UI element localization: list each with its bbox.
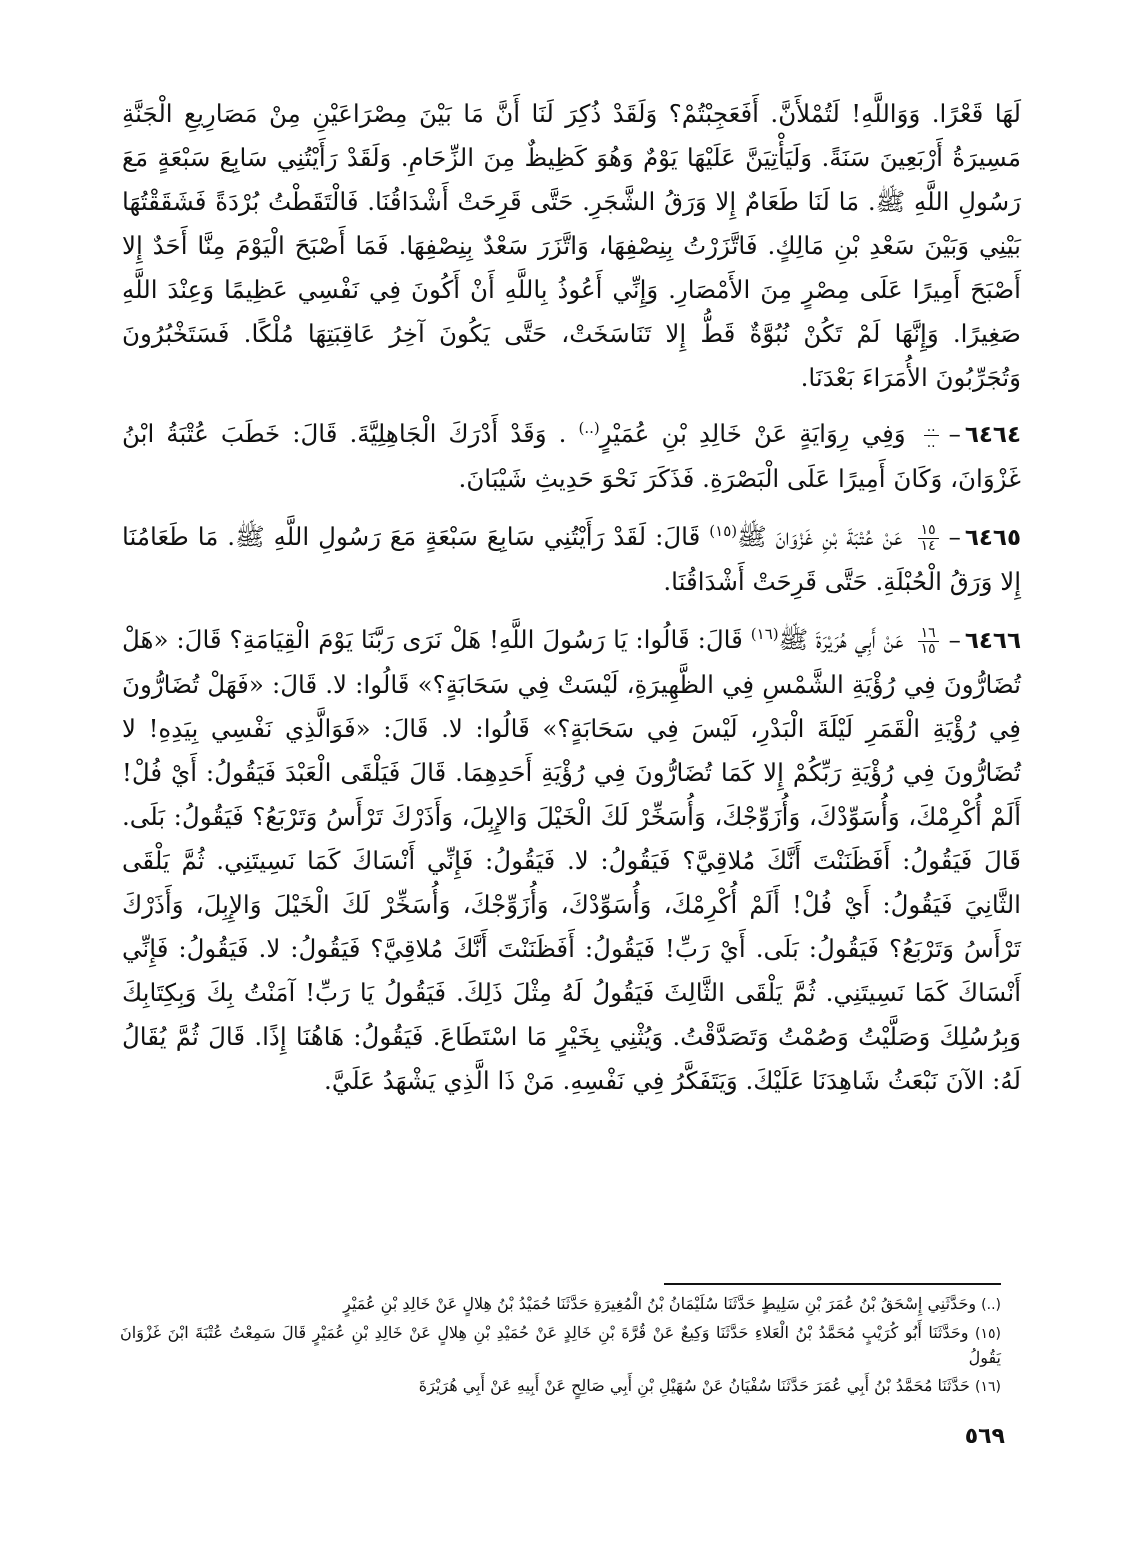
footnote [120,1292,1001,1317]
hadith-text-opening: عَنْ أَبِي هُرَيْرَةَ ﷺ [778,625,904,654]
footnote-marker: (..) [981,1297,1001,1313]
cross-reference-top: ١٦ [918,626,939,642]
hadith-dash: – [948,625,961,654]
hadith-dash: – [948,419,961,448]
footnote-text: وحَدَّثَنَا أَبُو كُرَيْبٍ مُحَمَّدُ بْنُ الْعَلاءِ حَدَّثَنَا وَكِيعٌ عَنْ قُرَّةَ بْنِ خَالِدٍ عَنْ حُمَيْدِ بْنِ هِلالٍ عَنْ خَالِدِ بْنِ عُمَيْرٍ قَالَ سَمِعْتُ عُتْبَةَ ابْنَ غَزْوَانَ يَقُولُ [120,1323,1001,1367]
hadith-number: ٦٤٦٦ [964,628,1022,654]
footnote-marker: (١٦) [975,1379,1001,1395]
footnote-text: حَدَّثَنَا مُحَمَّدُ بْنُ أَبِي عُمَرَ حَدَّثَنَا سُفْيَانُ عَنْ سُهَيْلِ بْنِ أَبِي صَالِحٍ عَنْ أَبِيهِ عَنْ أَبِي هُرَيْرَةَ [418,1376,970,1395]
page-number: ٥٦٩ [964,1424,1005,1449]
intro-paragraph: لَهَا قَعْرًا. وَوَاللَّهِ! لَتُمْلأَنَّ. أَفَعَجِبْتُمْ؟ وَلَقَدْ ذُكِرَ لَنَا أَنَّ مَا بَيْنَ مِصْرَاعَيْنِ مِنْ مَصَارِيعِ الْجَنَّةِ مَسِيرَةُ أَرْبَعِينَ سَنَةً. وَلَيَأْتِيَنَّ عَلَيْهَا يَوْمٌ وَهُوَ كَظِيظٌ مِنَ الزِّحَامِ. وَلَقَدْ رَأَيْتُنِي سَابِعَ سَبْعَةٍ مَعَ رَسُولِ اللَّهِ ﷺ. مَا لَنَا طَعَامٌ إِلا وَرَقُ الشَّجَرِ. حَتَّى قَرِحَتْ أَشْدَاقُنَا. فَالْتَقَطْتُ بُرْدَةً فَشَقَقْتُهَا بَيْنِي وَبَيْنَ سَعْدِ بْنِ مَالِكٍ. فَاتَّزَرْتُ بِنِصْفِهَا، وَاتَّزَرَ سَعْدٌ بِنِصْفِهَا. فَمَا أَصْبَحَ الْيَوْمَ مِنَّا أَحَدٌ إِلا أَصْبَحَ أَمِيرًا عَلَى مِصْرٍ مِنَ الأَمْصَارِ. وَإِنِّي أَعُوذُ بِاللَّهِ أَنْ أَكُونَ فِي نَفْسِي عَظِيمًا وَعِنْدَ اللَّهِ صَغِيرًا. وَإِنَّهَا لَمْ تَكُنْ نُبُوَّةٌ قَطُّ إِلا تَنَاسَخَتْ، حَتَّى يَكُونَ آخِرُ عَاقِبَتِهَا مُلْكًا. فَسَتَخْبُرُونَ وَتُجَرِّبُونَ الأُمَرَاءَ بَعْدَنَا. [122,99,1021,392]
footnote-text: وحَدَّثَنِي إِسْحَقُ بْنُ عُمَرَ بْنِ سَلِيطٍ حَدَّثَنَا سُلَيْمَانُ بْنُ الْمُغِيرَةِ حَدَّثَنَا حُمَيْدُ بْنُ هِلالٍ عَنْ خَالِدِ بْنِ عُمَيْرٍ [343,1294,977,1313]
cross-reference-top: .. [924,420,939,436]
hadith-6465 [122,515,1021,604]
hadith-text-opening: وَفِي رِوَايَةٍ عَنْ خَالِدِ بْنِ عُمَيْرٍ [599,419,906,448]
hadith-6464 [122,412,1021,501]
footnote [120,1321,1001,1370]
cross-reference [924,420,939,451]
footnote-marker: (١٥) [975,1326,1001,1342]
hadith-dash: – [948,522,961,551]
hadith-number: ٦٤٦٥ [964,525,1022,551]
hadith-text: قَالَ: قَالُوا: يَا رَسُولَ اللَّهِ! هَلْ نَرَى رَبَّنَا يَوْمَ الْقِيَامَةِ؟ قَالَ: «هَلْ تُضَارُّونَ فِي رُؤْيَةِ الشَّمْسِ فِي الظَّهِيرَةِ، لَيْسَتْ فِي سَحَابَةٍ؟» قَالُوا: لا. قَالَ: «فَهَلْ تُضَارُّونَ فِي رُؤْيَةِ الْقَمَرِ لَيْلَةَ الْبَدْرِ، لَيْسَ فِي سَحَابَةٍ؟» قَالُوا: لا. قَالَ: «فَوَالَّذِي نَفْسِي بِيَدِهِ! لا تُضَارُّونَ فِي رُؤْيَةِ رَبِّكُمْ إِلا كَمَا تُضَارُّونَ فِي رُؤْيَةِ أَحَدِهِمَا. قَالَ فَيَلْقَى الْعَبْدَ فَيَقُولُ: أَيْ فُلْ! أَلَمْ أُكْرِمْكَ، وَأُسَوِّدْكَ، وَأُزَوِّجْكَ، وَأُسَخِّرْ لَكَ الْخَيْلَ وَالإِبِلَ، وَأَذَرْكَ تَرْأَسُ وَتَرْبَعُ؟ فَيَقُولُ: بَلَى. قَالَ فَيَقُولُ: أَفَظَنَنْتَ أَنَّكَ مُلاقِيَّ؟ فَيَقُولُ: لا. فَيَقُولُ: فَإِنِّي أَنْسَاكَ كَمَا نَسِيتَنِي. ثُمَّ يَلْقَى الثَّانِيَ فَيَقُولُ: أَيْ فُلْ! أَلَمْ أُكْرِمْكَ، وَأُسَوِّدْكَ، وَأُزَوِّجْكَ، وَأُسَخِّرْ لَكَ الْخَيْلَ وَالإِبِلَ، وَأَذَرْكَ تَرْأَسُ وَتَرْبَعُ؟ فَيَقُولُ: بَلَى. أَيْ رَبِّ! فَيَقُولُ: أَفَظَنَنْتَ أَنَّكَ مُلاقِيَّ؟ فَيَقُولُ: لا. فَيَقُولُ: فَإِنِّي أَنْسَاكَ كَمَا نَسِيتَنِي. ثُمَّ يَلْقَى الثَّالِثَ فَيَقُولُ لَهُ مِثْلَ ذَلِكَ. فَيَقُولُ يَا رَبِّ! آمَنْتُ بِكَ وَبِكِتَابِكَ وَبِرُسُلِكَ وَصَلَّيْتُ وَصُمْتُ وَتَصَدَّقْتُ. وَيُثْنِي بِخَيْرٍ مَا اسْتَطَاعَ. فَيَقُولُ: هَاهُنَا إِذًا. قَالَ ثُمَّ يُقَالُ لَهُ: الآنَ نَبْعَثُ شَاهِدَنَا عَلَيْكَ. وَيَتَفَكَّرُ فِي نَفْسِهِ. مَنْ ذَا الَّذِي يَشْهَدُ عَلَيَّ. [122,625,1021,1095]
footnote-reference: (..) [578,418,600,437]
cross-reference [918,626,939,657]
hadith-text: . وَقَدْ أَدْرَكَ الْجَاهِلِيَّةَ. قَالَ: خَطَبَ عُتْبَةُ ابْنُ غَزْوَانَ، وَكَانَ أَمِيرًا عَلَى الْبَصْرَةِ. فَذَكَرَ نَحْوَ حَدِيثِ شَيْبَانَ. [122,419,1021,493]
cross-reference [918,523,939,554]
cross-reference-bottom: ١٥ [920,641,936,657]
footnote-divider [664,1283,1001,1285]
hadith-number: ٦٤٦٤ [964,422,1021,448]
footnotes [120,1292,1001,1403]
hadith-text-opening: عَنْ عُتْبَةَ بْنِ غَزْوَانَ ﷺ [737,522,903,551]
hadith-text: قَالَ: لَقَدْ رَأَيْتُنِي سَابِعَ سَبْعَةٍ مَعَ رَسُولِ اللَّهِ ﷺ. مَا طَعَامُنَا إِلا وَرَقُ الْحُبْلَةِ. حَتَّى قَرِحَتْ أَشْدَاقُنَا. [122,522,1021,596]
footnote-reference: (١٥) [709,521,738,540]
cross-reference-bottom: .. [926,435,936,451]
footnote [120,1374,1001,1399]
cross-reference-bottom: ١٤ [920,538,936,554]
footnote-reference: (١٦) [750,624,779,643]
hadith-6466 [122,618,1021,1103]
cross-reference-top: ١٥ [918,523,939,539]
